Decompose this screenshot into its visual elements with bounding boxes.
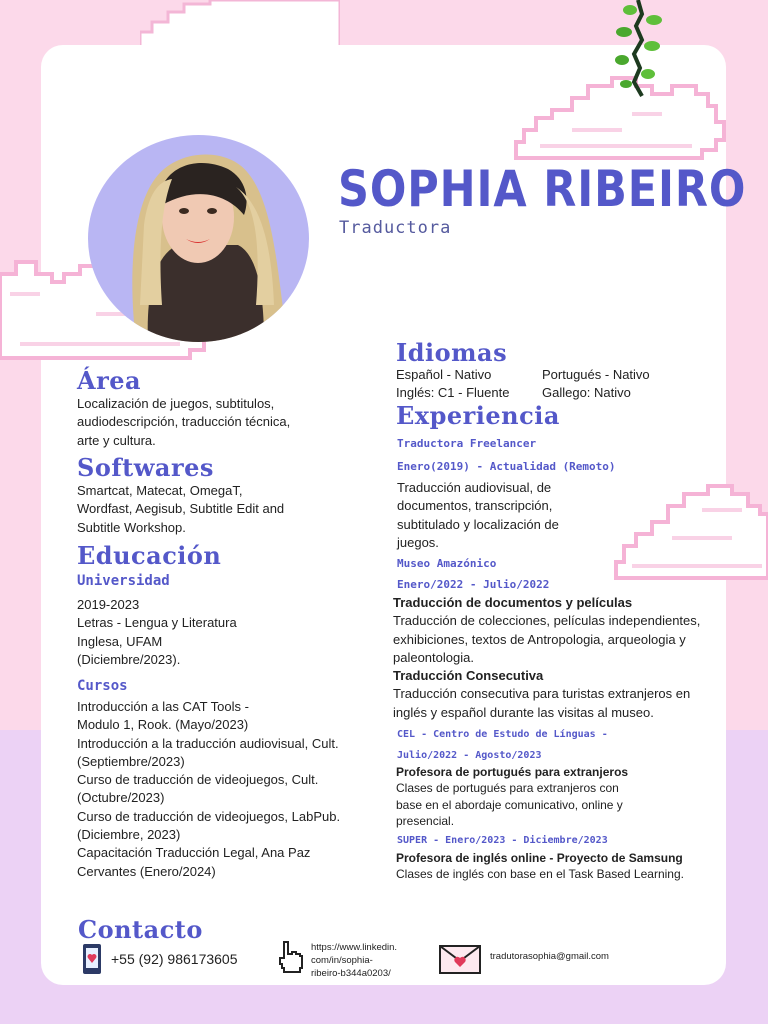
freelancer-text: Traducción audiovisual, de documentos, transcripción, subtitulado y localización de juegos.: [397, 480, 559, 550]
phone-icon: [82, 943, 102, 975]
cel-dates: Julio/2022 - Agosto/2023: [397, 750, 542, 761]
museum-item2: Traducción Consecutiva Traducción consecutiva para turistas extranjeros en inglés y español durante las visitas al museo.: [393, 668, 691, 720]
vine-decoration: [608, 0, 670, 100]
envelope-heart-icon: [439, 945, 481, 974]
super-title: SUPER - Enero/2023 - Diciembre/2023: [397, 835, 608, 846]
area-heading: Área: [77, 366, 142, 395]
super-item: Profesora de inglés online - Proyecto de Samsung Clases de inglés con base en el Task Based Learning.: [396, 851, 684, 882]
cloud-decoration-top-left: [140, 0, 340, 48]
contact-heading: Contacto: [78, 915, 203, 944]
languages-col1: Español - Nativo Inglés: C1 - Fluente: [396, 367, 510, 401]
softwares-heading: Softwares: [77, 453, 214, 482]
languages-heading: Idiomas: [396, 338, 508, 367]
experience-heading: Experiencia: [396, 401, 560, 430]
linkedin-link[interactable]: https://www.linkedin. com/in/sophia- ribeiro-b344a0203/: [311, 942, 398, 979]
museum-title: Museo Amazónico: [397, 557, 497, 570]
phone-number[interactable]: +55 (92) 986173605: [111, 951, 238, 967]
person-name: SOPHIA RIBEIRO: [338, 160, 747, 218]
university-text: 2019-2023 Letras - Lengua y Literatura Inglesa, UFAM (Diciembre/2023).: [77, 597, 237, 667]
freelancer-title: Traductora Freelancer: [397, 437, 537, 450]
university-heading: Universidad: [77, 573, 170, 589]
profile-photo: [88, 135, 309, 342]
cloud-decoration-right: [612, 478, 768, 584]
courses-text: Introducción a las CAT Tools - Modulo 1, Rook. (Mayo/2023) Introducción a la traducción audiovisual, Cult. (Septiembre/2023) Curso de traducción de videojuegos, Cult. (Octubre/2023) Curso de traducción de videojuegos, LabPub. (Diciembre, 2023) Capacitación Traducción Legal, Ana Paz Cervantes (Enero/2024): [77, 699, 341, 879]
email-address[interactable]: tradutorasophia@gmail.com: [490, 951, 609, 962]
freelancer-dates: Enero(2019) - Actualidad (Remoto): [397, 460, 616, 473]
hand-cursor-icon: [276, 940, 304, 974]
job-title: Traductora: [339, 218, 452, 238]
museum-item1: Traducción de documentos y películas Traducción de colecciones, películas independientes, exhibiciones, textos de Antropologia, arqueologia y paleontologia.: [393, 595, 701, 665]
softwares-text: Smartcat, Matecat, OmegaT, Wordfast, Aegisub, Subtitle Edit and Subtitle Workshop.: [77, 483, 285, 535]
area-text: Localización de juegos, subtitulos, audiodescripción, traducción técnica, arte y cultura.: [77, 396, 291, 448]
languages-col2: Portugués - Nativo Gallego: Nativo: [542, 367, 650, 401]
cel-item: Profesora de portugués para extranjeros Clases de portugués para extranjeros con base en el abordaje comunicativo, online y presencial.: [396, 765, 629, 828]
education-heading: Educación: [77, 541, 222, 570]
cel-title: CEL - Centro de Estudo de Línguas -: [397, 729, 608, 740]
museum-dates: Enero/2022 - Julio/2022: [397, 578, 550, 591]
courses-heading: Cursos: [77, 678, 128, 694]
